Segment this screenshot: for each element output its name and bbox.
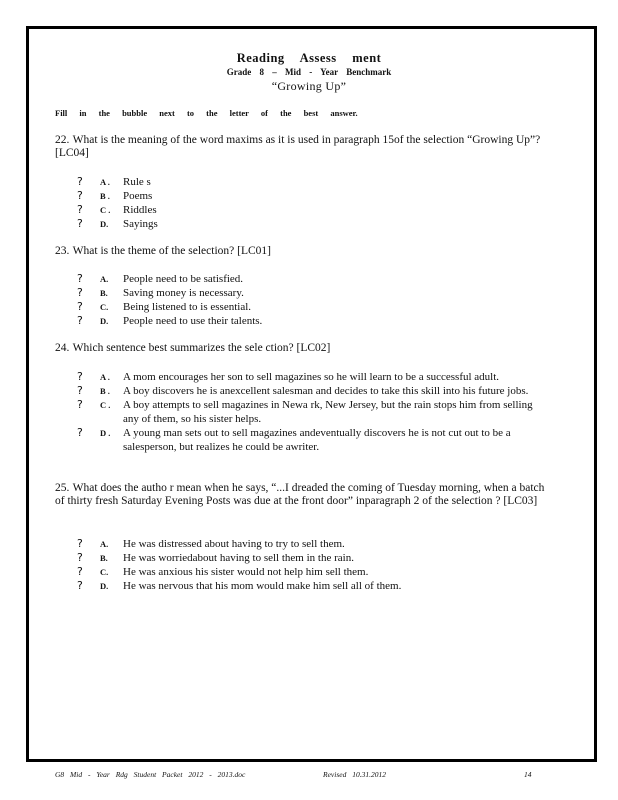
bubble-icon[interactable]: ? xyxy=(77,398,83,411)
option-letter: C. xyxy=(100,302,109,312)
answer-option[interactable] xyxy=(77,314,547,328)
option-letter: C . xyxy=(100,205,111,215)
page-number: 14 xyxy=(524,770,532,779)
answer-option[interactable] xyxy=(77,272,547,286)
bubble-icon[interactable]: ? xyxy=(77,217,83,230)
answer-option[interactable] xyxy=(77,370,547,384)
answer-option[interactable] xyxy=(77,189,547,203)
answer-option[interactable] xyxy=(77,175,547,189)
question-number: 23. xyxy=(55,245,70,257)
option-letter: B . xyxy=(100,386,110,396)
bubble-icon[interactable]: ? xyxy=(77,551,83,564)
footer-revised: Revised 10.31.2012 xyxy=(323,770,386,779)
document-title: Reading Assess ment xyxy=(236,51,382,65)
answer-option[interactable] xyxy=(77,551,547,565)
option-letter: C . xyxy=(100,400,111,410)
question-24 xyxy=(55,342,545,355)
option-text: Poems xyxy=(123,190,153,202)
question-24-options xyxy=(77,370,547,454)
answer-option[interactable] xyxy=(77,286,547,300)
document-subtitle: Grade 8 – Mid - Year Benchmark xyxy=(226,67,392,77)
question-text: What does the autho r mean when he says, “...I dreaded the coming of Tuesday morning, when a batch of thirty fresh Saturday Evening Posts was due at the front door” inparagraph 2 of the selection ? [LC03] xyxy=(55,482,545,507)
answer-option[interactable] xyxy=(77,537,547,551)
option-letter: A. xyxy=(100,539,109,549)
answer-option[interactable] xyxy=(77,384,547,398)
question-25 xyxy=(55,482,545,508)
answer-option[interactable] xyxy=(77,565,547,579)
option-letter: A . xyxy=(100,177,110,187)
option-text: A boy attempts to sell magazines in Newa rk, New Jersey, but the rain stops him from selling any of them, so his sister helps. xyxy=(123,399,533,425)
question-25-options xyxy=(77,537,547,593)
bubble-icon[interactable]: ? xyxy=(77,189,83,202)
option-text: Saving money is necessary. xyxy=(123,287,244,299)
bubble-icon[interactable]: ? xyxy=(77,384,83,397)
option-letter: D. xyxy=(100,316,109,326)
option-text: A mom encourages her son to sell magazines so he will learn to be a successful adult. xyxy=(123,371,500,383)
answer-option[interactable] xyxy=(77,300,547,314)
bubble-icon[interactable]: ? xyxy=(77,272,83,285)
bubble-icon[interactable]: ? xyxy=(77,370,83,383)
option-letter: D. xyxy=(100,581,109,591)
answer-option[interactable] xyxy=(77,579,547,593)
instructions: Fill in the bubble next to the letter of the best answer. xyxy=(55,108,358,118)
question-text: Which sentence best summarizes the sele ction? [LC02] xyxy=(72,342,331,354)
question-number: 24. xyxy=(55,342,70,354)
question-text: What is the meaning of the word maxims as it is used in paragraph 15of the selection “Growing Up”? [LC04] xyxy=(55,134,541,159)
bubble-icon[interactable]: ? xyxy=(77,286,83,299)
bubble-icon[interactable]: ? xyxy=(77,175,83,188)
option-letter: A . xyxy=(100,372,110,382)
option-text: People need to use their talents. xyxy=(123,315,263,327)
question-number: 25. xyxy=(55,482,70,494)
option-letter: D. xyxy=(100,219,109,229)
selection-title: “Growing Up” xyxy=(271,79,347,93)
option-letter: B. xyxy=(100,553,108,563)
option-text: He was worriedabout having to sell them in the rain. xyxy=(123,552,354,564)
answer-option[interactable] xyxy=(77,203,547,217)
option-letter: B. xyxy=(100,288,108,298)
question-22 xyxy=(55,134,545,160)
answer-option[interactable] xyxy=(77,426,547,454)
option-text: A young man sets out to sell magazines andeventually discovers he is not cut out to be a salesperson, but realizes he could be awriter. xyxy=(123,427,511,453)
bubble-icon[interactable]: ? xyxy=(77,203,83,216)
option-text: People need to be satisfied. xyxy=(123,273,244,285)
bubble-icon[interactable]: ? xyxy=(77,565,83,578)
option-letter: D . xyxy=(100,428,111,438)
answer-option[interactable] xyxy=(77,398,547,426)
option-text: He was distressed about having to try to sell them. xyxy=(123,538,345,550)
answer-option[interactable] xyxy=(77,217,547,231)
bubble-icon[interactable]: ? xyxy=(77,579,83,592)
question-23-options xyxy=(77,272,547,328)
option-text: A boy discovers he is anexcellent salesman and decides to take this skill into his future jobs. xyxy=(123,385,529,397)
option-text: Sayings xyxy=(123,218,158,230)
option-text: Being listened to is essential. xyxy=(123,301,252,313)
option-text: He was anxious his sister would not help him sell them. xyxy=(123,566,369,578)
option-text: Riddles xyxy=(123,204,157,216)
bubble-icon[interactable]: ? xyxy=(77,426,83,439)
bubble-icon[interactable]: ? xyxy=(77,537,83,550)
footer-filename: G8 Mid - Year Rdg Student Packet 2012 - 2013.doc xyxy=(55,770,246,779)
question-22-options xyxy=(77,175,547,231)
bubble-icon[interactable]: ? xyxy=(77,300,83,313)
option-text: He was nervous that his mom would make him sell all of them. xyxy=(123,580,402,592)
question-text: What is the theme of the selection? [LC01] xyxy=(72,245,271,257)
option-letter: A. xyxy=(100,274,109,284)
option-text: Rule s xyxy=(123,176,151,188)
question-23 xyxy=(55,245,545,258)
option-letter: C. xyxy=(100,567,109,577)
question-number: 22. xyxy=(55,134,70,146)
bubble-icon[interactable]: ? xyxy=(77,314,83,327)
option-letter: B . xyxy=(100,191,110,201)
